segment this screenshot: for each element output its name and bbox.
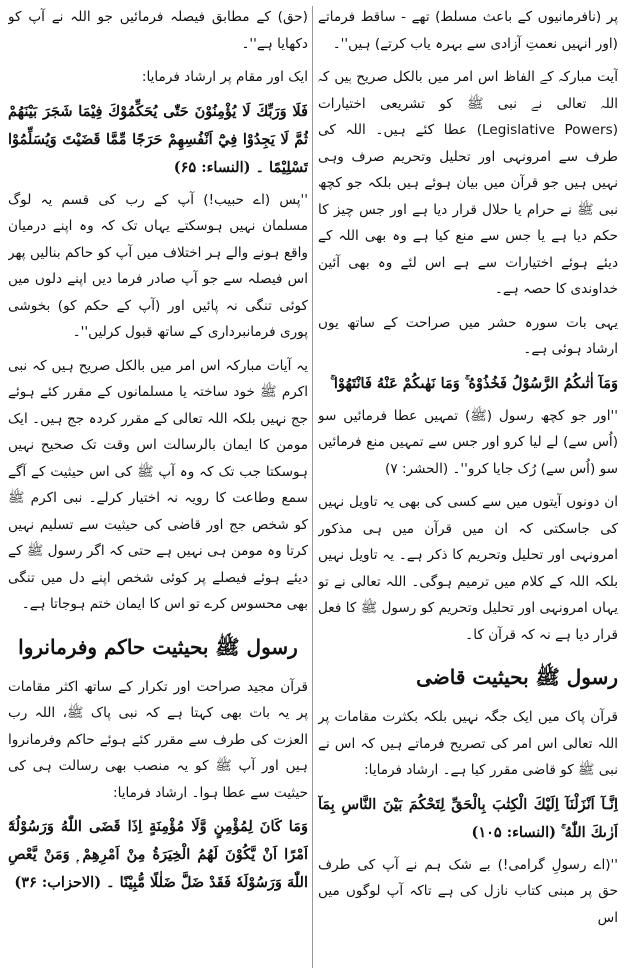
section-heading: رسول ﷺ بحیثیت قاضی [416, 665, 618, 689]
verse-translation: ''پس (اے حبیب!) آپ کے رب کی قسم یہ لوگ مسلمان نہیں ہوسکتے یہاں تک کہ وہ اپنے درمیان واقع ہونے والے ہر اختلاف میں آپ کو حاکم بنالیں پھر اس فیصلہ سے جو آپ صادر فرما دیں اپنے دلوں میں کوئی تنگی نہ پائیں اور (آپ کے حکم کو) بخوشی پوری فرمانبرداری کے ساتھ قبول کرلیں''۔ [8, 191, 308, 340]
paragraph: پر (نافرمانیوں کے باعث مسلط) تھے - ساقط فرماتے (اور انہیں نعمتِ آزادی سے بہرہ یاب کرتے) ہیں''۔ [318, 9, 618, 52]
paragraph: ایک اور مقام پر ارشاد فرمایا: [141, 69, 308, 85]
verse-translation: ''اور جو کچھ رسول (ﷺ) تمہیں عطا فرمائیں سو (اُس سے) لے لیا کرو اور جس سے تمہیں منع فرمائیں سو (اُس سے) رُک جایا کرو''۔ (الحشر: ۷) [318, 407, 618, 477]
paragraph: ان دونوں آیتوں میں سے کسی کی بھی یہ تاویل نہیں کی جاسکتی کہ ان میں قرآن میں ہی مذکور امرونہی اور تحلیل وتحریم کا ذکر ہے۔ یہ تاویل نہیں بلکہ اللہ کے کلام میں ترمیم ہوگی۔ اللہ تعالی نے تو یہاں امرونہی اور تحلیل وتحریم کو رسول ﷺ کا فعل قرار دیا ہے نہ کہ قرآن کا۔ [318, 494, 618, 643]
paragraph: آیت مبارکہ کے الفاظ اس امر میں بالکل صریح ہیں کہ اللہ تعالی نے نبی ﷺ کو تشریعی اختیارات (Legislative Powers) عطا کئے ہیں۔ اللہ کی طرف سے امرونہی اور تحلیل وتحریم صرف وہی نہیں ہیں جو قرآن میں بیان ہوئے ہیں بلکہ جو کچھ نبی ﷺ نے حرام یا حلال قرار دیا ہے اور جس چیز کا حکم دیا ہے یا جس سے منع کیا ہے وہ بھی اللہ کے دیئے ہوئے اختیارات سے ہے اس لئے وہ بھی آئین خداوندی کا حصہ ہے۔ [318, 69, 618, 297]
paragraph: یہ آیات مبارکہ اس امر میں بالکل صریح ہیں کہ نبی اکرم ﷺ خود ساختہ یا مسلمانوں کے مقرر کئے ہوئے جج نہیں بلکہ اللہ تعالی کے مقرر کردہ جج ہیں۔ ایک مومن کا ایمان بالرسالت اس وقت تک صحیح نہیں ہوسکتا جب تک کہ وہ آپ ﷺ کی اس حیثیت کے آگے سمع وطاعت کا رویہ نہ اختیار کرلے۔ نبی اکرم ﷺ کو شخص جج اور قاضی کی حیثیت سے تسلیم نہیں کرتا وہ مومن ہی نہیں ہے حتی کہ اگر رسول ﷺ کے دیئے ہوئے فیصلے پر کوئی شخص اپنے دل میں تنگی بھی محسوس کرے تو اس کا ایمان ختم ہوجاتا ہے۔ [8, 357, 308, 612]
right-column [318, 4, 618, 970]
paragraph: قرآن پاک میں ایک جگہ نہیں بلکہ بکثرت مقامات پر اللہ تعالی اس امر کی تصریح فرماتے ہیں کہ اس نے نبی ﷺ کو قاضی مقرر کیا ہے۔ ارشاد فرمایا: [318, 709, 618, 778]
paragraph: قرآن مجید صراحت اور تکرار کے ساتھ اکثر مقامات پر یہ بات بھی کہتا ہے کہ نبی پاک ﷺ، اللہ رب العزت کی طرف سے مقرر کئے ہوئے حاکم وفرمانروا ہیں اور آپ ﷺ کو یہ منصب بھی رسالت ہی کی حیثیت سے عطا ہوا۔ ارشاد فرمایا: [8, 678, 308, 801]
quranic-verse: وَمَا كَانَ لِمُؤْمِنٍ وَّلَا مُؤْمِنَةٍ اِذَا قَضَى اللّٰهُ وَرَسُوْلُهٗٓ اَمْرًا اَنْ يَّكُوْنَ لَهُمُ الْخِيَرَةُ مِنْ اَمْرِهِمْ ۭ وَمَنْ يَّعْصِ اللّٰهَ وَرَسُوْلَهٗ فَقَدْ ضَلَّ ضَلٰلًا مُّبِيْنًا ۔ (الاحزاب: ۳۶) [8, 818, 308, 891]
quranic-verse: اِنَّـآ اَنْزَلْنَآ اِلَيْكَ الْكِتٰبَ بِالْحَقِّ لِتَحْكُمَ بَيْنَ النَّاسِ بِمَآ اَرٰىكَ اللّٰهُ ۚ (النساء: ۱۰۵) [318, 795, 618, 841]
quranic-verse: وَمَآ اٰتٰىكُمُ الرَّسُوْلُ فَخُذُوْهُ ۚ وَمَا نَهٰىكُمْ عَنْهُ فَانْتَهُوْا ۚ [330, 374, 618, 392]
verse-translation: ''(اے رسولِ گرامی!) بے شک ہم نے آپ کی طرف حق پر مبنی کتاب نازل کی ہے تاکہ آپ لوگوں میں اس [318, 856, 618, 926]
left-column [8, 4, 308, 970]
section-heading: رسول ﷺ بحیثیت حاکم وفرمانروا [18, 634, 298, 659]
paragraph: (حق) کے مطابق فیصلہ فرمائیں جو اللہ نے آپ کو دکھایا ہے''۔ [8, 9, 308, 52]
quranic-verse: فَلَا وَرَبِّكَ لَا يُؤْمِنُوْنَ حَتّٰى يُحَكِّمُوْكَ فِيْمَا شَجَرَ بَيْنَهُمْ ثُمَّ لَا يَجِدُوْا فِيْٓ اَنْفُسِهِمْ حَرَجًا مِّمَّا قَضَيْتَ وَيُسَلِّمُوْا تَسْلِيْمًا ۔ (النساء: ۶۵) [8, 102, 308, 176]
paragraph: یہی بات سورہ حشر میں صراحت کے ساتھ یوں ارشاد ہوئی ہے۔ [318, 314, 618, 357]
column-divider [312, 6, 313, 968]
